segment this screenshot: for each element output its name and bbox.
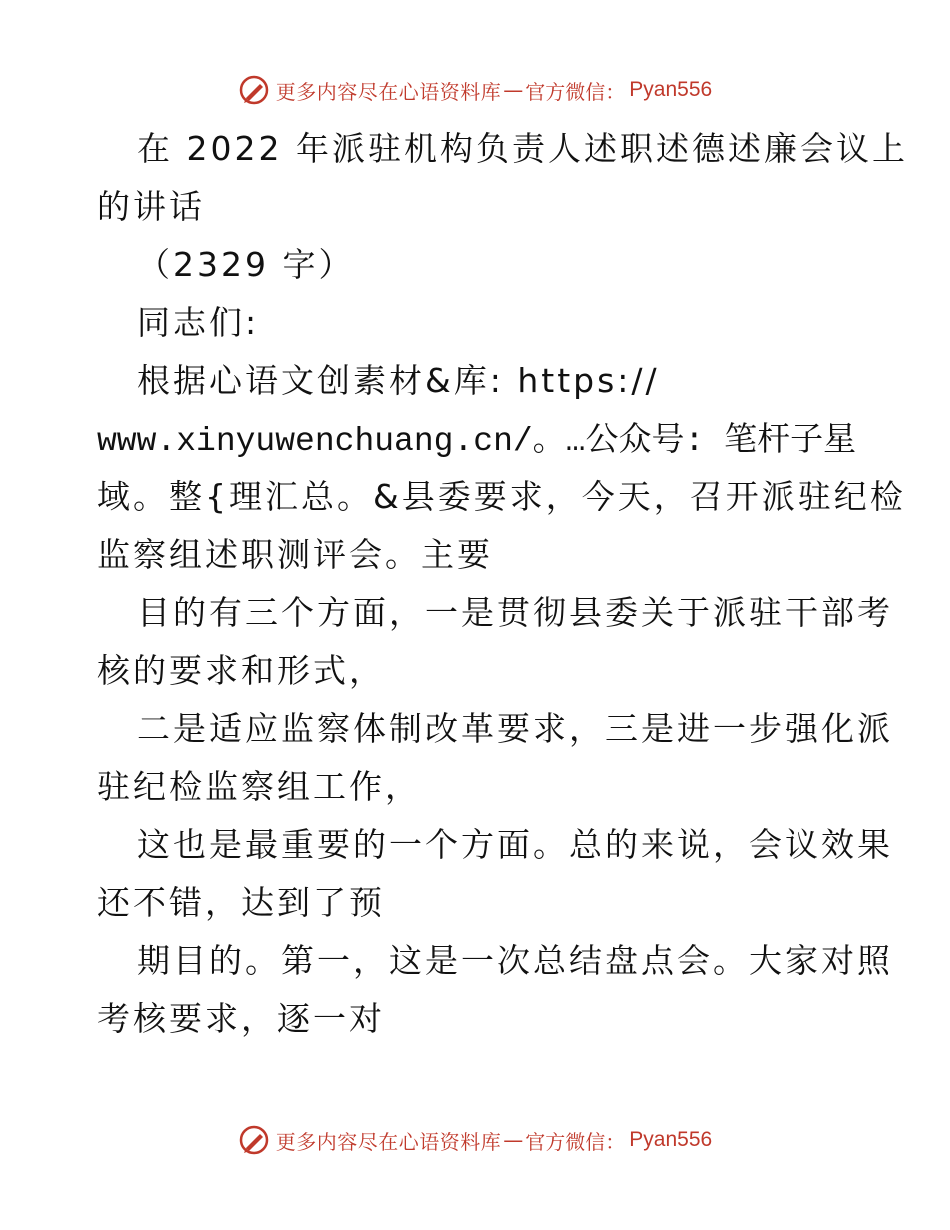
document-body [97,120,908,1048]
paragraph-line [97,410,857,468]
pen-logo-icon [238,74,270,106]
banner-wechat-label: 官方微信： [525,1129,626,1154]
banner-wechat-id: Pyan556 [629,78,713,101]
banner-separator: — [503,1128,524,1152]
pen-logo-icon [238,1124,270,1156]
footer-banner [0,1120,950,1160]
paragraph-line: 域。整{理汇总。&县委要求，今天，召开派驻纪检 [97,477,906,516]
paragraph-line: 二是适应监察体制改革要求，三是进一步强化派 [137,709,893,748]
banner-wechat-id: Pyan556 [629,1128,713,1151]
title-line-2: 的讲话 [97,187,205,226]
title-line-1: 在 2022 年派驻机构负责人述职述德述廉会议上 [137,129,908,168]
banner-brand-text: 更多内容尽在心语资料库 [275,1129,502,1154]
paragraph-line: 这也是最重要的一个方面。总的来说，会议效果 [137,825,893,864]
url-text: www.xinyuwenchuang.cn/。…公众号: 笔杆子星 [97,423,857,460]
paragraph-line: 期目的。第一，这是一次总结盘点会。大家对照 [137,941,893,980]
paragraph-line: 驻纪检监察组工作， [97,767,421,806]
paragraph-line: 目的有三个方面，一是贯彻县委关于派驻干部考 [137,593,893,632]
word-count: （2329 字） [137,245,355,284]
banner-separator: — [503,78,524,102]
banner-brand-text: 更多内容尽在心语资料库 [275,79,502,104]
paragraph-line: 还不错，达到了预 [97,883,385,922]
header-banner [0,70,950,110]
salutation: 同志们: [137,303,260,342]
paragraph-line: 监察组述职测评会。主要 [97,535,493,574]
paragraph-line: 根据心语文创素材&库: https:// [137,361,660,400]
banner-wechat-label: 官方微信： [525,79,626,104]
paragraph-line: 考核要求，逐一对 [97,999,385,1038]
paragraph-line: 核的要求和形式， [97,651,385,690]
